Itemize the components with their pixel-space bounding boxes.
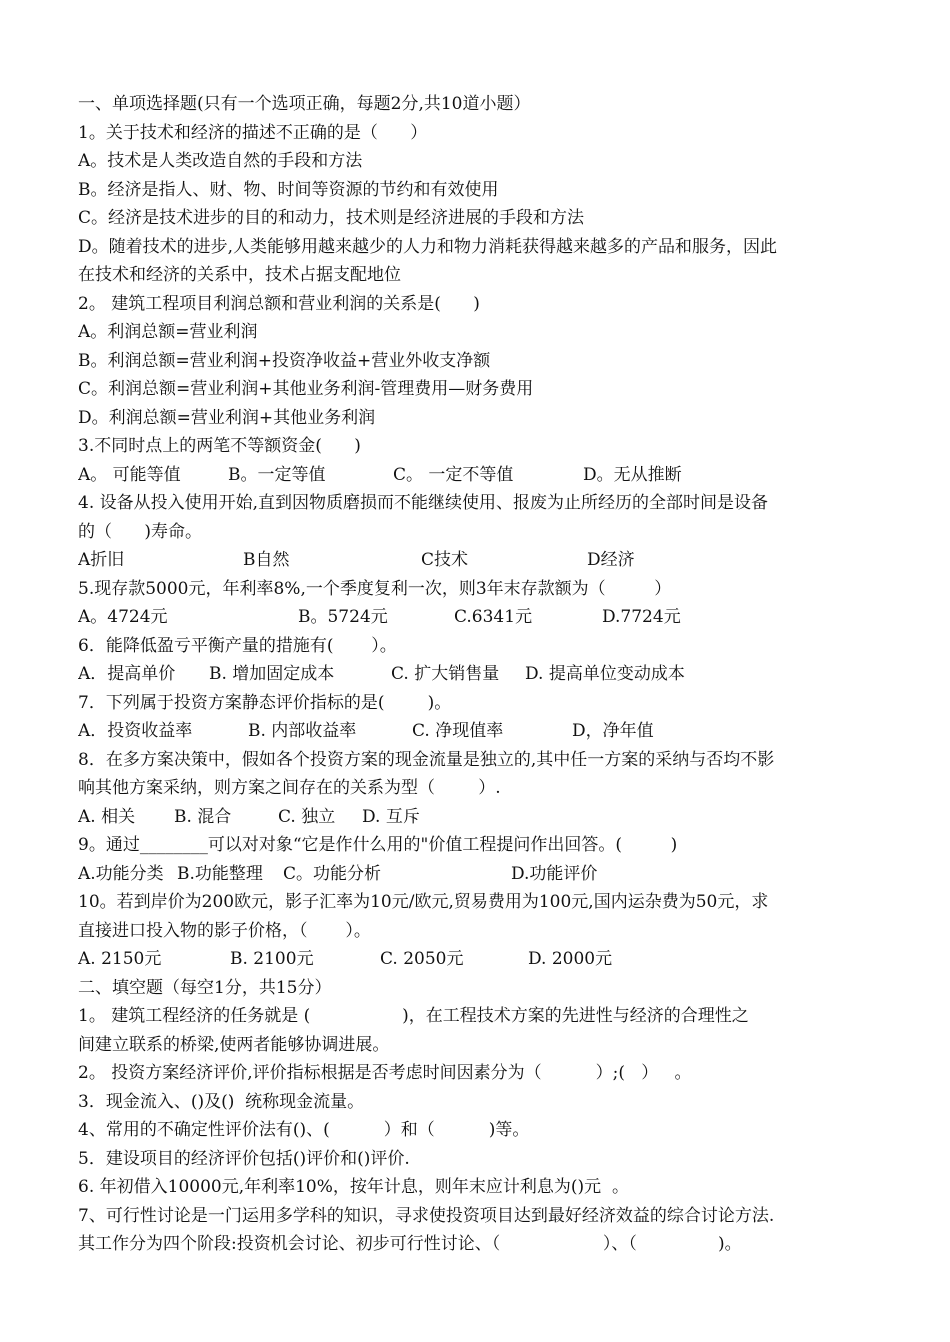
question-8-option-a: A. 相关: [78, 806, 136, 827]
question-4-option-b: B自然: [243, 550, 290, 570]
question-8-option-c: C. 独立: [278, 806, 336, 827]
question-7-options: [78, 717, 890, 746]
question-7-option-d: D，净年值: [572, 721, 654, 741]
fill-blank-3: 3．现金流入、()及() 统称现金流量。: [78, 1091, 365, 1112]
question-4-option-d: D经济: [587, 550, 635, 570]
question-1-option-d-line-1: D。随着技术的进步,人类能够用越来越少的人力和物力消耗获得越来越多的产品和服务，因此: [78, 236, 778, 257]
question-4-option-c: C技术: [421, 550, 469, 570]
question-2-option-d: D。利润总额=营业利润+其他业务利润: [78, 407, 376, 428]
question-5-option-a: A。4724元: [78, 607, 168, 627]
fill-blank-6: 6. 年初借入10000元,年利率10%，按年计息，则年末应计利息为()元 。: [78, 1177, 629, 1197]
question-6-option-c: C. 扩大销售量: [391, 664, 500, 684]
question-5-option-d: D.7724元: [602, 607, 681, 627]
question-5-options: [78, 603, 890, 632]
question-9-stem: 9。通过________可以对对象“它是作什么用的"价值工程提问作出回答。( ): [78, 835, 678, 855]
question-10-option-a: A. 2150元: [78, 949, 162, 969]
question-8-options: [78, 803, 890, 832]
question-3-options: [78, 461, 890, 490]
question-10-stem-line-1: 10。若到岸价为200欧元，影子汇率为10元/欧元,贸易费用为100元,国内运杂费为50元，求: [78, 892, 769, 912]
question-4-stem-line-1: 4. 设备从投入使用开始,直到因物质磨损而不能继续使用、报废为止所经历的全部时间是设备: [78, 493, 769, 513]
question-3-option-d: D。无从推断: [583, 464, 682, 485]
question-3-option-a: A。 可能等值: [78, 464, 181, 485]
question-1-option-b: B。经济是指人、财、物、时间等资源的节约和有效使用: [78, 179, 499, 200]
question-10-options: [78, 945, 890, 974]
question-6-option-d: D. 提高单位变动成本: [525, 664, 685, 684]
question-7-stem: 7．下列属于投资方案静态评价指标的是( )。: [78, 692, 452, 713]
question-4-stem-line-2: 的（ )寿命。: [78, 521, 203, 542]
question-9-option-c: C。功能分析: [283, 863, 382, 884]
fill-blank-5: 5．建设项目的经济评价包括()评价和()评价.: [78, 1148, 410, 1169]
section-1-title: 一、单项选择题(只有一个选项正确，每题2分,共10道小题）: [78, 94, 531, 114]
question-4-option-a: A折旧: [78, 550, 125, 570]
question-7-option-b: B. 内部收益率: [248, 721, 357, 741]
fill-blank-2: 2。 投资方案经济评价,评价指标根据是否考虑时间因素分为（ ）;( ） 。: [78, 1063, 692, 1083]
question-1-option-a: A。技术是人类改造自然的手段和方法: [78, 151, 363, 171]
question-1-option-d-line-2: 在技术和经济的关系中，技术占据支配地位: [78, 265, 401, 285]
question-3-stem: 3.不同时点上的两笔不等额资金( ): [78, 436, 361, 456]
question-2-stem: 2。 建筑工程项目利润总额和营业利润的关系是( ): [78, 293, 480, 314]
question-6-option-b: B. 增加固定成本: [209, 664, 335, 684]
question-8-stem-line-1: 8．在多方案决策中，假如各个投资方案的现金流量是独立的,其中任一方案的采纳与否均不影: [78, 749, 775, 770]
question-9-option-d: D.功能评价: [511, 863, 598, 884]
question-1-stem: 1。关于技术和经济的描述不正确的是（ ）: [78, 122, 428, 143]
question-10-stem-line-2: 直接进口投入物的影子价格，（ ）。: [78, 920, 371, 941]
question-5-stem: 5.现存款5000元，年利率8%,一个季度复利一次，则3年末存款额为（ ）: [78, 578, 672, 599]
question-10-option-d: D. 2000元: [528, 949, 613, 969]
question-5-option-c: C.6341元: [454, 607, 533, 627]
question-10-option-c: C. 2050元: [380, 949, 464, 969]
question-8-stem-line-2: 响其他方案采纳，则方案之间存在的关系为型（ ）.: [78, 778, 501, 798]
question-5-option-b: B。5724元: [298, 607, 388, 627]
question-4-options: [78, 546, 890, 575]
question-2-option-c: C。利润总额=营业利润+其他业务利润-管理费用—财务费用: [78, 379, 534, 399]
question-6-option-a: A．提高单价: [78, 664, 176, 684]
question-6-options: [78, 660, 890, 689]
question-8-option-d: D. 互斥: [362, 806, 420, 827]
question-2-option-a: A。利润总额=营业利润: [78, 322, 258, 342]
question-7-option-c: C. 净现值率: [412, 721, 504, 741]
question-9-options: [78, 860, 890, 889]
question-7-option-a: A．投资收益率: [78, 721, 193, 741]
question-1-option-c: C。经济是技术进步的目的和动力，技术则是经济进展的手段和方法: [78, 208, 585, 228]
fill-blank-7-line-1: 7、可行性讨论是一门运用多学科的知识，寻求使投资项目达到最好经济效益的综合讨论方法.: [78, 1205, 775, 1226]
fill-blank-7-line-2: 其工作分为四个阶段:投资机会讨论、初步可行性讨论、（ ）、（ )。: [78, 1234, 742, 1254]
question-3-option-c: C。 一定不等值: [393, 464, 514, 485]
question-10-option-b: B. 2100元: [230, 949, 314, 969]
fill-blank-4: 4、常用的不确定性评价法有()、( ）和（ )等。: [78, 1120, 530, 1140]
question-9-option-b: B.功能整理: [177, 863, 263, 884]
section-2-title: 二、填空题（每空1分，共15分）: [78, 977, 332, 998]
question-3-option-b: B。一定等值: [228, 464, 326, 485]
question-9-option-a: A.功能分类: [78, 863, 164, 884]
question-8-option-b: B. 混合: [174, 806, 232, 827]
fill-blank-1-line-2: 间建立联系的桥梁,使两者能够协调进展。: [78, 1034, 390, 1055]
question-2-option-b: B。利润总额=营业利润+投资净收益+营业外收支净额: [78, 350, 491, 371]
question-6-stem: 6．能降低盈亏平衡产量的措施有( ）。: [78, 635, 397, 656]
fill-blank-1-line-1: 1。 建筑工程经济的任务就是 ( )，在工程技术方案的先进性与经济的合理性之: [78, 1006, 749, 1026]
